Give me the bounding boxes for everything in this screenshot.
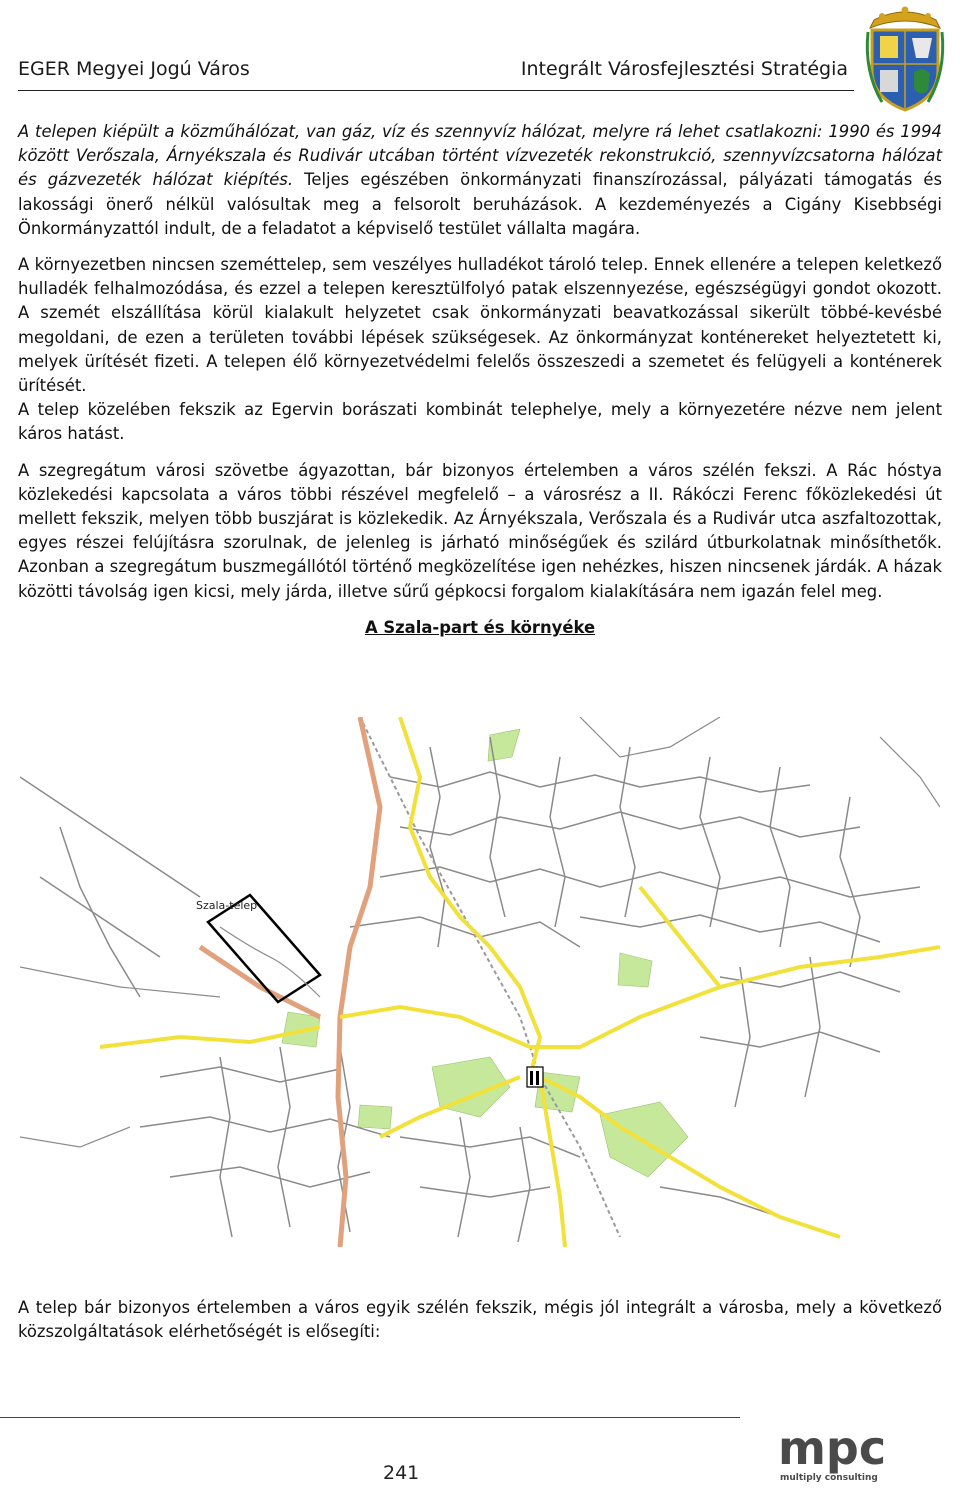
footer-divider [0,1417,740,1418]
city-hall-icon [527,1067,543,1087]
header-left-title: EGER Megyei Jogú Város [18,58,250,80]
header-right-title: Integrált Városfejlesztési Stratégia [520,58,848,80]
body-text [18,120,942,650]
mpc-logo [774,1418,904,1486]
paragraph-services: A telep bár bizonyos értelemben a város egyik szélén fekszik, mégis jól integrált a városba, mely a következő közszolgáltatások elérhetőségét is elősegíti: [18,1298,942,1342]
paragraph-waste: A környezetben nincsen szeméttelep, sem veszélyes hulladékot tároló telep. Ennek ellenére a telepen keletkező hulladék felhalmozódása, és ezzel a telepen keresztülfolyó patak elszennyezése, egészségügyi gondot okozott. A szemét elszállítása körül kialakult helyzetet csak önkormányzati beavatkozással sikerült többé-kevésbé megoldani, de ezen a területen további lépések szükségesek. Az önkormányzat konténereket helyeztetett ki, melyek ürítését fizeti. A telepen élő környezetvédelmi felelős összeszedi a szemetet és felügyeli a konténerek ürítését. [18,255,942,396]
section-title: A Szala-part és környéke [364,617,596,637]
city-map [20,717,940,1247]
coat-of-arms-icon [862,2,948,114]
svg-text:mpc: mpc [778,1421,887,1475]
paragraph-transport: A szegregátum városi szövetbe ágyazottan, bár bizonyos értelemben a város szélén fekszi. A Rác hóstya közlekedési kapcsolata a város többi részével megfelelő – a városrész a II. Rákóczi Ferenc főközlekedési út mellett fekszik, melyen több buszjárat is közlekedik. Az Árnyékszala, Verőszala és a Rudivár utca aszfaltozottak, egyes részei felújításra szorulnak, de jelenleg is járható minőségűek és szilárd útburkolatnak minősíthetők. Azonban a szegregátum buszmegállótól történő megközelítése igen nehézkes, hiszen nincsenek járdák. A házak közötti távolság igen kicsi, mely járda, illetve sűrű gépkocsi forgalom kialakítására nem igazán felel meg. [18,460,942,601]
page-number: 241 [383,1462,420,1484]
svg-text:multiply consulting: multiply consulting [780,1473,878,1483]
header-divider [18,90,854,91]
paragraph-utilities-italic: A telepen kiépült a közműhálózat, van gáz, víz és szennyvíz hálózat, melyre rá lehet csatlakozni: 1990 és 1994 között Verőszala, Árnyékszala és Rudivár utcában történt vízvezeték rekonstrukció, szennyvízcsatorna hálózat és gázvezeték hálózat kiépítés. [18,122,942,190]
paragraph-utilities-rest: Teljes egészében önkormányzati finanszírozással, pályázati támogatás és lakossági önerő nélkül valósultak meg a felsorolt beruházások. A kezdeményezés a Cigány Kisebbségi Önkormányzattól indult, de a feladatot a képviselő testület vállalta magára. [18,170,943,238]
page-header [18,0,948,95]
map-label-szala-telep: Szala-telep [196,899,258,912]
paragraph-winery: A telep közelében fekszik az Egervin borászati kombinát telephelye, mely a környezetére nézve nem jelent káros hatást. [18,400,942,444]
paragraph-utilities [18,120,942,241]
